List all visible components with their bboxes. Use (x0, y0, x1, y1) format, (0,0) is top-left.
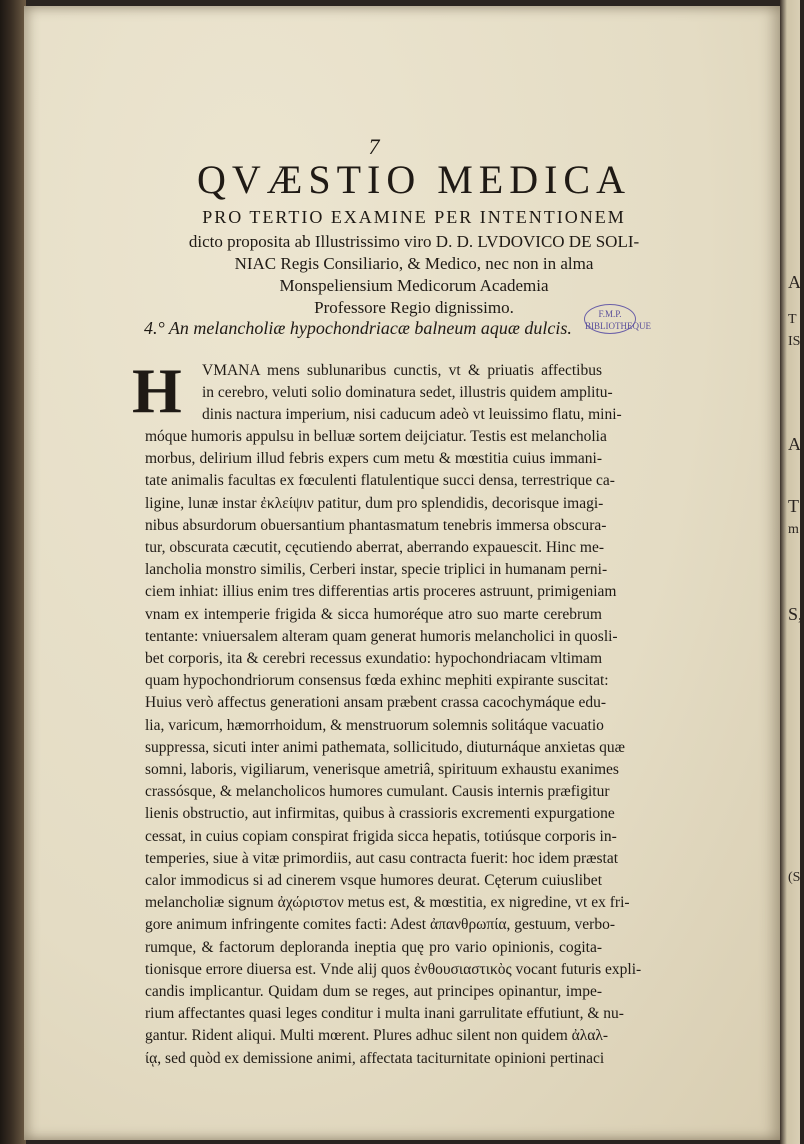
page-number: 7 (368, 134, 380, 159)
opening-line: dinis nactura imperium, nisi caducum adeò vt leuissimo flatu, mini- (202, 406, 622, 423)
next-page-fragment: T (788, 496, 799, 516)
drop-cap: H (132, 355, 182, 426)
body-line: morbus, delirium illud febris expers cum metu & mœstitia cuius immani- (145, 450, 602, 468)
body-line: nibus absurdorum obuersantium phantasmatum tenebris immersa obscura- (145, 516, 607, 534)
subtitle-line-4: Monspeliensium Medicorum Academia (279, 276, 549, 295)
body-line: calor immodicus si ad cinerem vsque humores deurat. Cęterum cuiuslibet (145, 872, 602, 889)
opening-line: VMANA mens sublunaribus cunctis, vt & priuatis affectibus (202, 362, 602, 379)
body-line: ciem inhiat: illius enim tres differentias artis proceres astruunt, primigeniam (145, 583, 617, 601)
opening-lines (202, 360, 622, 426)
body-line: lia, varicum, hæmorrhoidum, & menstruorum solemnis solitáque vacuatio (145, 716, 604, 734)
next-page-edge (780, 0, 804, 1144)
next-page-fragment: IS (788, 334, 801, 349)
body-line: tur, obscurata cæcutit, cęcutiendo aberrat, aberrando expauescit. Hinc me- (145, 539, 605, 556)
body-line: somni, laboris, vigiliarum, venerisque ametriâ, spirituum exhaustu exanimes (145, 761, 619, 778)
body-line: tate animalis facultas ex fœculenti flatulentique succi densa, terrestrique ca- (145, 472, 615, 490)
body-line: crassósque, & melancholicos humores cumulant. Causis internis præfigitur (145, 783, 610, 801)
body-line: Huius verò affectus generationi ansam præbent crassa cacochymáque edu- (145, 694, 607, 712)
book-binding-edge (0, 0, 26, 1144)
body-line: tentante: vniuersalem alteram quam generat humoris melancholici in quosli- (145, 627, 618, 645)
next-page-fragment: A (788, 434, 801, 454)
next-page-fragment: A (788, 272, 801, 292)
opening-line: in cerebro, veluti solio dominatura sedet, illustris quidem amplitu- (202, 384, 613, 401)
body-line: rumque, & factorum deploranda ineptia quę pro vario opinionis, cogita- (145, 938, 602, 956)
body-line: lancholia monstro similis, Cerberi instar, specie triplici in humanam perni- (145, 561, 608, 579)
body-line: candis implicantur. Quidam dum se reges, aut principes opinantur, impe- (145, 983, 602, 1000)
library-stamp: F.M.P. BIBLIOTHEQUE (584, 304, 636, 334)
body-line: ίᾳ, sed quòd ex demissione animi, affectata taciturnitate opinioni pertinaci (145, 1049, 605, 1067)
subtitle-line-3: NIAC Regis Consiliario, & Medico, nec non in alma (234, 254, 594, 273)
body-line: móque humoris appulsu in belluæ sortem deijciatur. Testis est melancholia (145, 428, 607, 445)
body-line: rium affectantes quasi leges conditur i multa inani garrulitate effutiunt, & nu- (145, 1005, 624, 1023)
subtitle-line-1: PRO TERTIO EXAMINE PER INTENTIONEM (202, 207, 626, 227)
body-line: ligine, lunæ instar ἐκλείψιν patitur, dum pro splendidis, decorisque imagi- (145, 494, 604, 512)
body-line: cessat, in cuius copiam conspirat frigida sicca hepatis, totiúsque corporis in- (145, 827, 617, 845)
subtitle-line-2: dicto proposita ab Illustrissimo viro D. D. LVDOVICO DE SOLI- (188, 232, 640, 251)
next-page-fragment: S, (788, 604, 803, 624)
question-heading: 4.° An melancholiæ hypochondriacæ balneum aquæ dulcis. (144, 318, 572, 338)
body-line: bet corporis, ita & cerebri recessus exundatio: hypochondriacam vltimam (145, 650, 602, 667)
page-title: QVÆSTIO MEDICA (197, 157, 631, 202)
body-line: suppressa, sicuti inter animi pathemata, sollicitudo, diuturnáque anxietas quæ (145, 738, 625, 756)
body-line: temperies, siue à vitæ primordiis, aut casu contracta fuerit: hoc idem præstat (145, 849, 619, 867)
body-line: tionisque errore diuersa est. Vnde alij quos ἐνθουσιαστικὸς vocant futuris expli- (145, 960, 642, 978)
body-line: quam hypochondriorum consensus fœda exhinc mephiti expirante suscitat: (145, 672, 609, 690)
body-line: melancholiæ signum ἀχώριστον metus est, & mœstitia, ex nigredine, vt ex fri- (145, 894, 630, 912)
next-page-fragment: (S, (788, 870, 804, 885)
next-page-fragment: T (788, 312, 797, 327)
book-page (24, 6, 782, 1140)
body-line: gantur. Rident aliqui. Multi mœrent. Plures adhuc silent non quidem ἀλαλ- (145, 1027, 609, 1045)
body-line: vnam ex intemperie frigida & sicca humoréque atro suo marte cerebrum (145, 605, 602, 623)
subtitle-line-5: Professore Regio dignissimo. (314, 298, 514, 317)
body-line: lienis obstructio, aut infirmitas, quibus à crassioris excrementi expurgatione (145, 805, 615, 823)
next-page-fragment: m (788, 522, 799, 537)
body-line: gore animum infringente comites facti: Adest ἀπανθρωπία, gestuum, verbo- (145, 916, 615, 934)
